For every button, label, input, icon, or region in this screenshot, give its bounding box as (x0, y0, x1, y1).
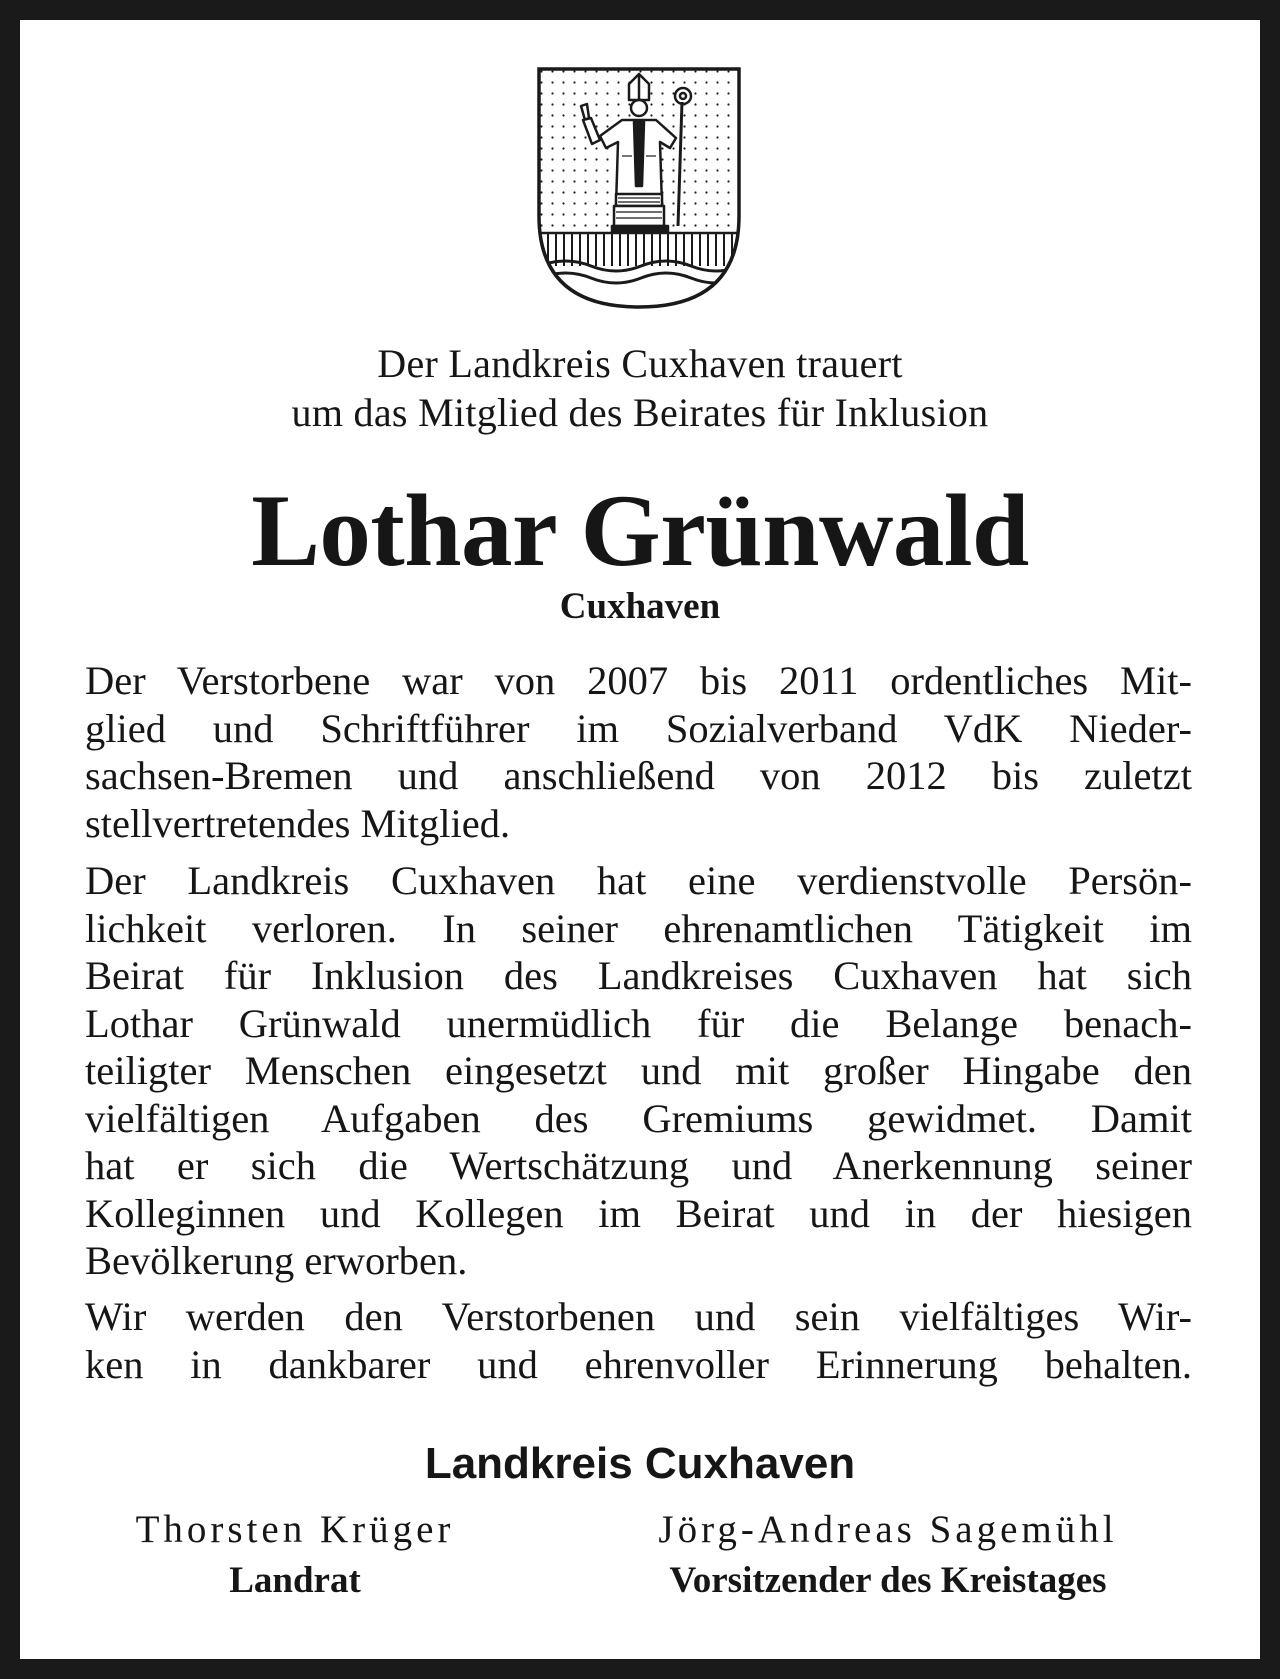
text-line: glied und Schriftführer im Sozialverband VdK Nieder- (85, 705, 1192, 751)
deceased-place: Cuxhaven (559, 586, 721, 627)
intro-line-2: um das Mitglied des Beirates für Inklusion (291, 390, 989, 435)
signatory-name: Jörg-Andreas Sagemühl (658, 1508, 1118, 1551)
deceased-name: Lothar Grünwald (251, 474, 1029, 588)
coat-of-arms-icon (536, 66, 742, 310)
text-line: stellvertretendes Mitglied. (85, 800, 511, 846)
text-line: sachsen-Bremen und anschließend von 2012 bis zuletzt (85, 753, 1192, 798)
text-line: Kolleginnen und Kollegen im Beirat und in der hiesigen (85, 1190, 1192, 1236)
text-line: ken in dankbarer und ehrenvoller Erinnerung behalten. (85, 1341, 1192, 1387)
text-line: teiligter Menschen eingesetzt und mit großer Hingabe den (85, 1048, 1192, 1093)
signatory-name: Thorsten Krüger (135, 1508, 455, 1551)
text-line: Der Verstorbene war von 2007 bis 2011 ordentliches Mit- (85, 658, 1192, 703)
paragraph-tribute (85, 857, 1192, 1285)
paragraph-career (85, 657, 1192, 847)
text-line: Bevölkerung erworben. (85, 1238, 468, 1283)
signatory-role: Landrat (229, 1560, 361, 1601)
text-line: lichkeit verloren. In seiner ehrenamtlichen Tätigkeit im (85, 905, 1192, 951)
paragraph-remembrance (85, 1293, 1192, 1388)
text-line: Wir werden den Verstorbenen und sein vielfältiges Wir- (85, 1294, 1192, 1339)
text-line: vielfältigen Aufgaben des Gremiums gewidmet. Damit (85, 1095, 1192, 1141)
text-line: hat er sich die Wertschätzung und Anerkennung seiner (85, 1143, 1192, 1188)
intro-line-1: Der Landkreis Cuxhaven trauert (377, 341, 903, 386)
signatory-role: Vorsitzender des Kreistages (669, 1560, 1107, 1601)
text-line: Beirat für Inklusion des Landkreises Cuxhaven hat sich (85, 953, 1192, 998)
text-line: Der Landkreis Cuxhaven hat eine verdienstvolle Persön- (85, 858, 1192, 903)
organization-name: Landkreis Cuxhaven (424, 1439, 856, 1488)
text-line: Lothar Grünwald unermüdlich für die Belange benach- (85, 1000, 1192, 1046)
